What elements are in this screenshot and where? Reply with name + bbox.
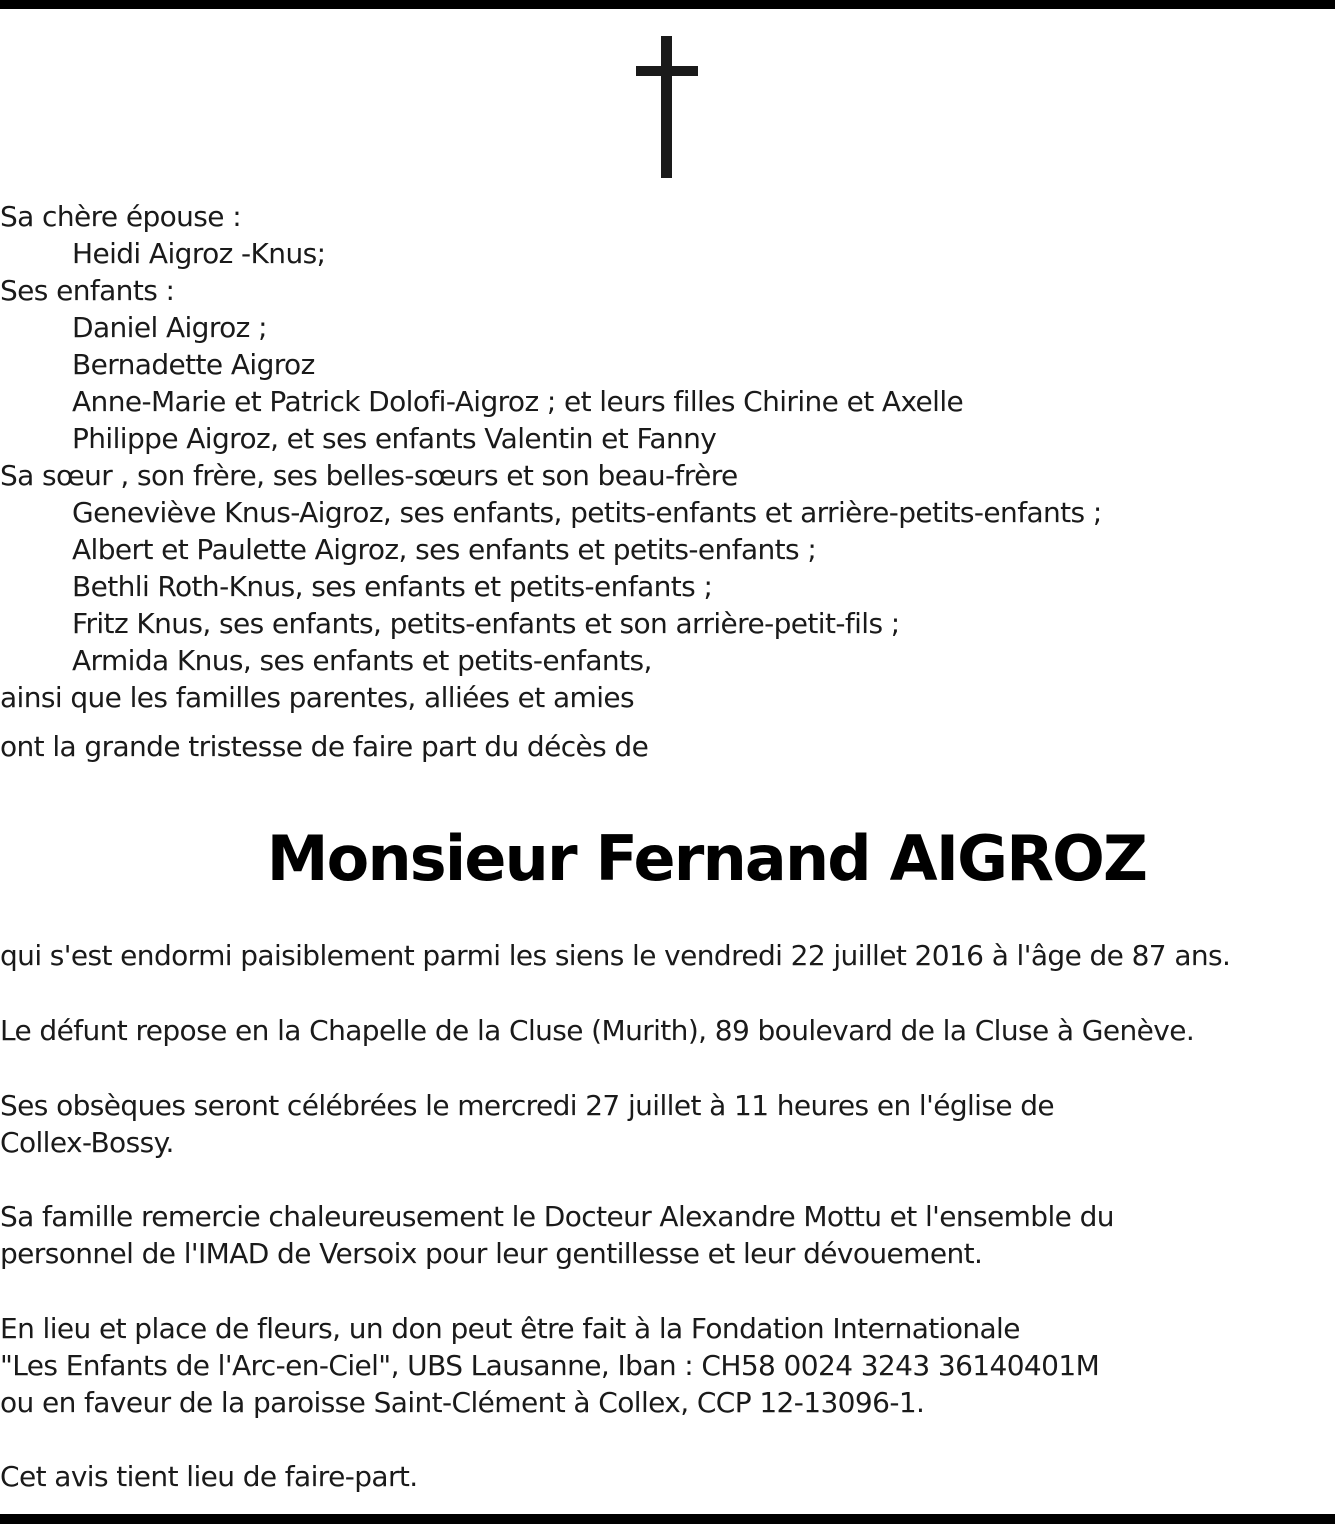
child-item: Anne-Marie et Patrick Dolofi-Aigroz ; et leurs filles Chirine et Axelle	[72, 385, 964, 418]
sibling-item: Fritz Knus, ses enfants, petits-enfants et son arrière-petit-fils ;	[72, 607, 900, 640]
spouse-heading: Sa chère épouse :	[0, 200, 242, 233]
deceased-name: Monsieur Fernand AIGROZ	[266, 822, 1147, 895]
child-item: Philippe Aigroz, et ses enfants Valentin et Fanny	[72, 422, 717, 455]
thanks-line: Sa famille remercie chaleureusement le Docteur Alexandre Mottu et l'ensemble du	[0, 1200, 1114, 1233]
sibling-item: Geneviève Knus-Aigroz, ses enfants, petits-enfants et arrière-petits-enfants ;	[72, 496, 1102, 529]
announcement-text: ont la grande tristesse de faire part du décès de	[0, 730, 649, 763]
funeral-line: Collex-Bossy.	[0, 1126, 174, 1159]
family-closing: ainsi que les familles parentes, alliées et amies	[0, 681, 635, 714]
sibling-item: Albert et Paulette Aigroz, ses enfants et petits-enfants ;	[72, 533, 817, 566]
children-heading: Ses enfants :	[0, 274, 175, 307]
sibling-item: Armida Knus, ses enfants et petits-enfants,	[72, 644, 652, 677]
donation-line: "Les Enfants de l'Arc-en-Ciel", UBS Lausanne, Iban : CH58 0024 3243 36140401M	[0, 1349, 1100, 1382]
spouse-name: Heidi Aigroz -Knus;	[72, 237, 326, 270]
thanks-line: personnel de l'IMAD de Versoix pour leur gentillesse et leur dévouement.	[0, 1237, 983, 1270]
sibling-item: Bethli Roth-Knus, ses enfants et petits-enfants ;	[72, 570, 713, 603]
notice-line: Cet avis tient lieu de faire-part.	[0, 1460, 418, 1493]
child-item: Daniel Aigroz ;	[72, 311, 267, 344]
death-paragraph: qui s'est endormi paisiblement parmi les siens le vendredi 22 juillet 2016 à l'âge de 87 ans.	[0, 939, 1231, 972]
repose-paragraph: Le défunt repose en la Chapelle de la Cluse (Murith), 89 boulevard de la Cluse à Genève.	[0, 1014, 1195, 1047]
child-item: Bernadette Aigroz	[72, 348, 315, 381]
cross-icon	[636, 36, 698, 178]
bottom-border-rule	[0, 1514, 1335, 1524]
funeral-line: Ses obsèques seront célébrées le mercredi 27 juillet à 11 heures en l'église de	[0, 1089, 1055, 1122]
siblings-heading: Sa sœur , son frère, ses belles-sœurs et son beau-frère	[0, 459, 738, 492]
donation-line: ou en faveur de la paroisse Saint-Clément à Collex, CCP 12-13096-1.	[0, 1386, 925, 1419]
donation-line: En lieu et place de fleurs, un don peut être fait à la Fondation Internationale	[0, 1312, 1020, 1345]
top-border-rule	[0, 0, 1335, 9]
